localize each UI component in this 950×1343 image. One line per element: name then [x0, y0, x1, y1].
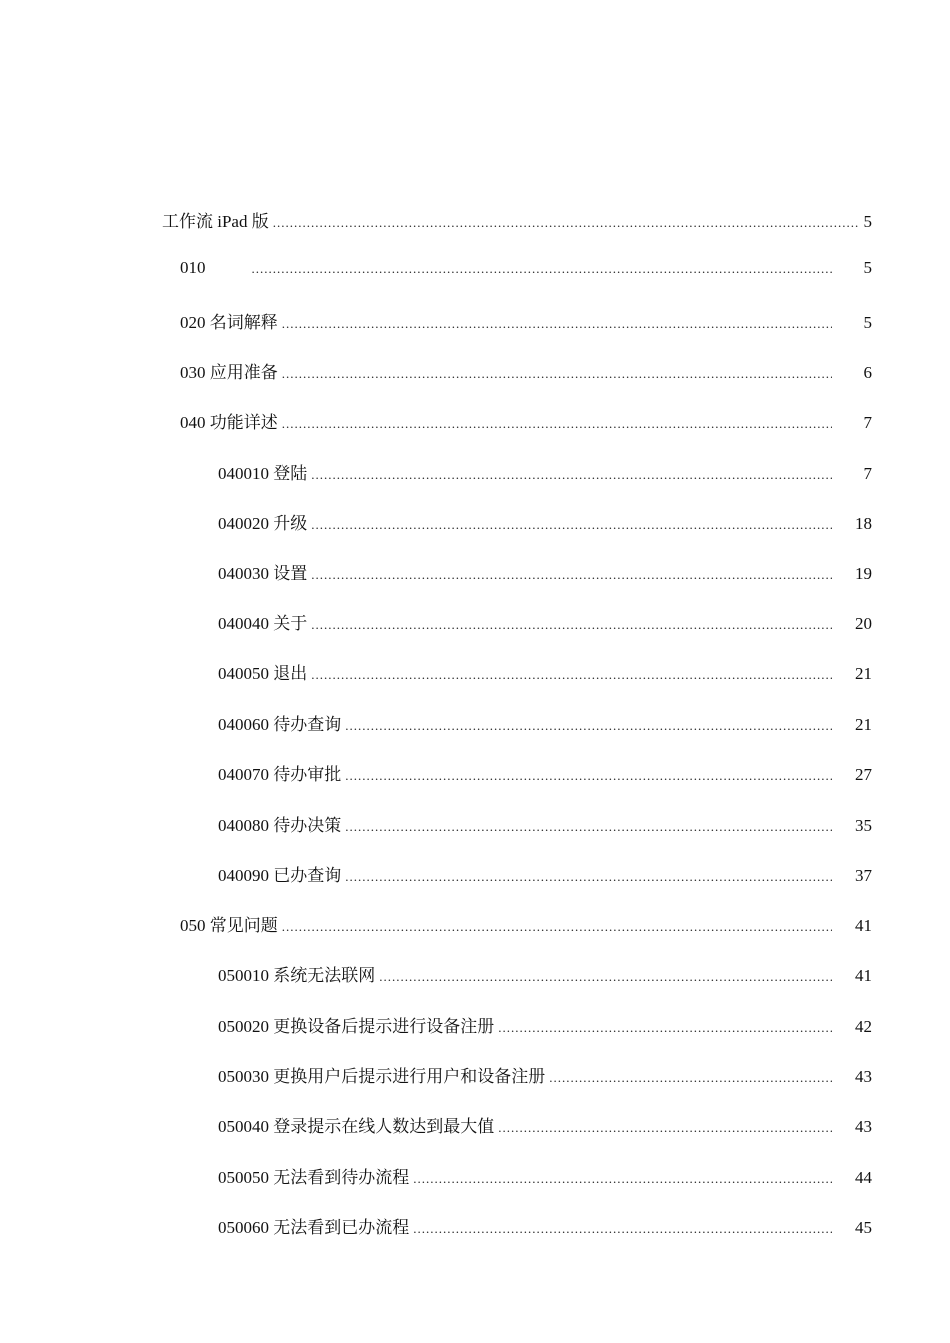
toc-leader-dots	[498, 1020, 832, 1036]
toc-entry[interactable]	[218, 811, 872, 835]
toc-leader-dots	[282, 919, 832, 935]
toc-entry-page: 37	[855, 866, 872, 885]
toc-entry-page: 5	[863, 212, 872, 231]
toc-entry-page: 44	[855, 1168, 872, 1187]
toc-entry-label: 050050 无法看到待办流程	[218, 1168, 410, 1187]
toc-entry-label: 040080 待办决策	[218, 816, 342, 835]
toc-entry[interactable]	[180, 911, 872, 935]
toc-entry[interactable]	[218, 609, 872, 633]
toc-leader-dots	[311, 667, 832, 683]
toc-entry-label: 030 应用准备	[180, 363, 278, 382]
toc-entry-page: 41	[855, 966, 872, 985]
toc-entry-page: 41	[855, 916, 872, 935]
toc-entry-page: 7	[863, 464, 872, 483]
toc-entry[interactable]	[218, 961, 872, 985]
toc-entry[interactable]	[180, 258, 872, 282]
toc-entry[interactable]	[218, 1163, 872, 1187]
toc-leader-dots	[345, 819, 832, 835]
toc-entry[interactable]	[218, 760, 872, 784]
toc-entry-page: 21	[855, 664, 872, 683]
toc-entry[interactable]	[218, 509, 872, 533]
toc-entry-label: 040040 关于	[218, 614, 308, 633]
toc-entry-label: 050060 无法看到已办流程	[218, 1218, 410, 1237]
toc-entry-label: 工作流 iPad 版	[162, 212, 269, 231]
toc-leader-dots	[282, 316, 832, 332]
toc-entry-label: 040020 升级	[218, 514, 308, 533]
toc-entry-label: 010	[180, 258, 206, 277]
toc-entry-label: 050 常见问题	[180, 916, 278, 935]
toc-leader-dots	[413, 1171, 832, 1187]
toc-entry[interactable]	[218, 559, 872, 583]
toc-leader-dots	[345, 768, 832, 784]
toc-entry[interactable]	[218, 1062, 872, 1086]
toc-entry[interactable]	[218, 1012, 872, 1036]
toc-entry[interactable]	[180, 308, 872, 332]
toc-leader-dots	[413, 1221, 832, 1237]
toc-entry[interactable]	[218, 659, 872, 683]
toc-entry-label: 050020 更换设备后提示进行设备注册	[218, 1017, 495, 1036]
toc-leader-dots	[273, 215, 858, 231]
toc-leader-dots	[282, 416, 832, 432]
toc-entry-label: 020 名词解释	[180, 313, 278, 332]
toc-entry-label: 040010 登陆	[218, 464, 308, 483]
toc-leader-dots	[311, 567, 832, 583]
toc-entry[interactable]	[218, 861, 872, 885]
toc-entry-label: 040070 待办审批	[218, 765, 342, 784]
toc-entry-page: 18	[855, 514, 872, 533]
toc-entry-page: 20	[855, 614, 872, 633]
toc-entry-page: 27	[855, 765, 872, 784]
toc-entry-page: 42	[855, 1017, 872, 1036]
toc-leader-dots	[549, 1070, 832, 1086]
toc-entry-page: 43	[855, 1067, 872, 1086]
toc-entry-page: 6	[863, 363, 872, 382]
toc-entry-label: 040050 退出	[218, 664, 308, 683]
toc-entry[interactable]	[180, 358, 872, 382]
toc-entry-label: 040060 待办查询	[218, 715, 342, 734]
toc-entry-page: 19	[855, 564, 872, 583]
toc-entry[interactable]	[218, 710, 872, 734]
toc-entry-label: 040030 设置	[218, 564, 308, 583]
toc-leader-dots	[252, 261, 833, 277]
toc-leader-dots	[311, 617, 832, 633]
toc-leader-dots	[379, 969, 832, 985]
toc-entry-label: 050040 登录提示在线人数达到最大值	[218, 1117, 495, 1136]
toc-entry-page: 21	[855, 715, 872, 734]
toc-entry-page: 5	[863, 258, 872, 277]
toc-entry-page: 35	[855, 816, 872, 835]
toc-leader-dots	[498, 1120, 832, 1136]
toc-leader-dots	[282, 366, 832, 382]
toc-entry[interactable]	[218, 459, 872, 483]
toc-entry-label: 040090 已办查询	[218, 866, 342, 885]
toc-leader-dots	[311, 517, 832, 533]
toc-entry-page: 43	[855, 1117, 872, 1136]
toc-leader-dots	[345, 718, 832, 734]
toc-entry-label: 050010 系统无法联网	[218, 966, 376, 985]
toc-entry-page: 5	[863, 313, 872, 332]
toc-entry[interactable]	[162, 207, 872, 231]
toc-entry-page: 45	[855, 1218, 872, 1237]
toc-entry[interactable]	[218, 1213, 872, 1237]
toc-entry-label: 040 功能详述	[180, 413, 278, 432]
toc-entry[interactable]	[180, 408, 872, 432]
toc-entry-page: 7	[863, 413, 872, 432]
toc-entry[interactable]	[218, 1112, 872, 1136]
toc-entry-label: 050030 更换用户后提示进行用户和设备注册	[218, 1067, 546, 1086]
toc-leader-dots	[311, 467, 832, 483]
toc-leader-dots	[345, 869, 832, 885]
